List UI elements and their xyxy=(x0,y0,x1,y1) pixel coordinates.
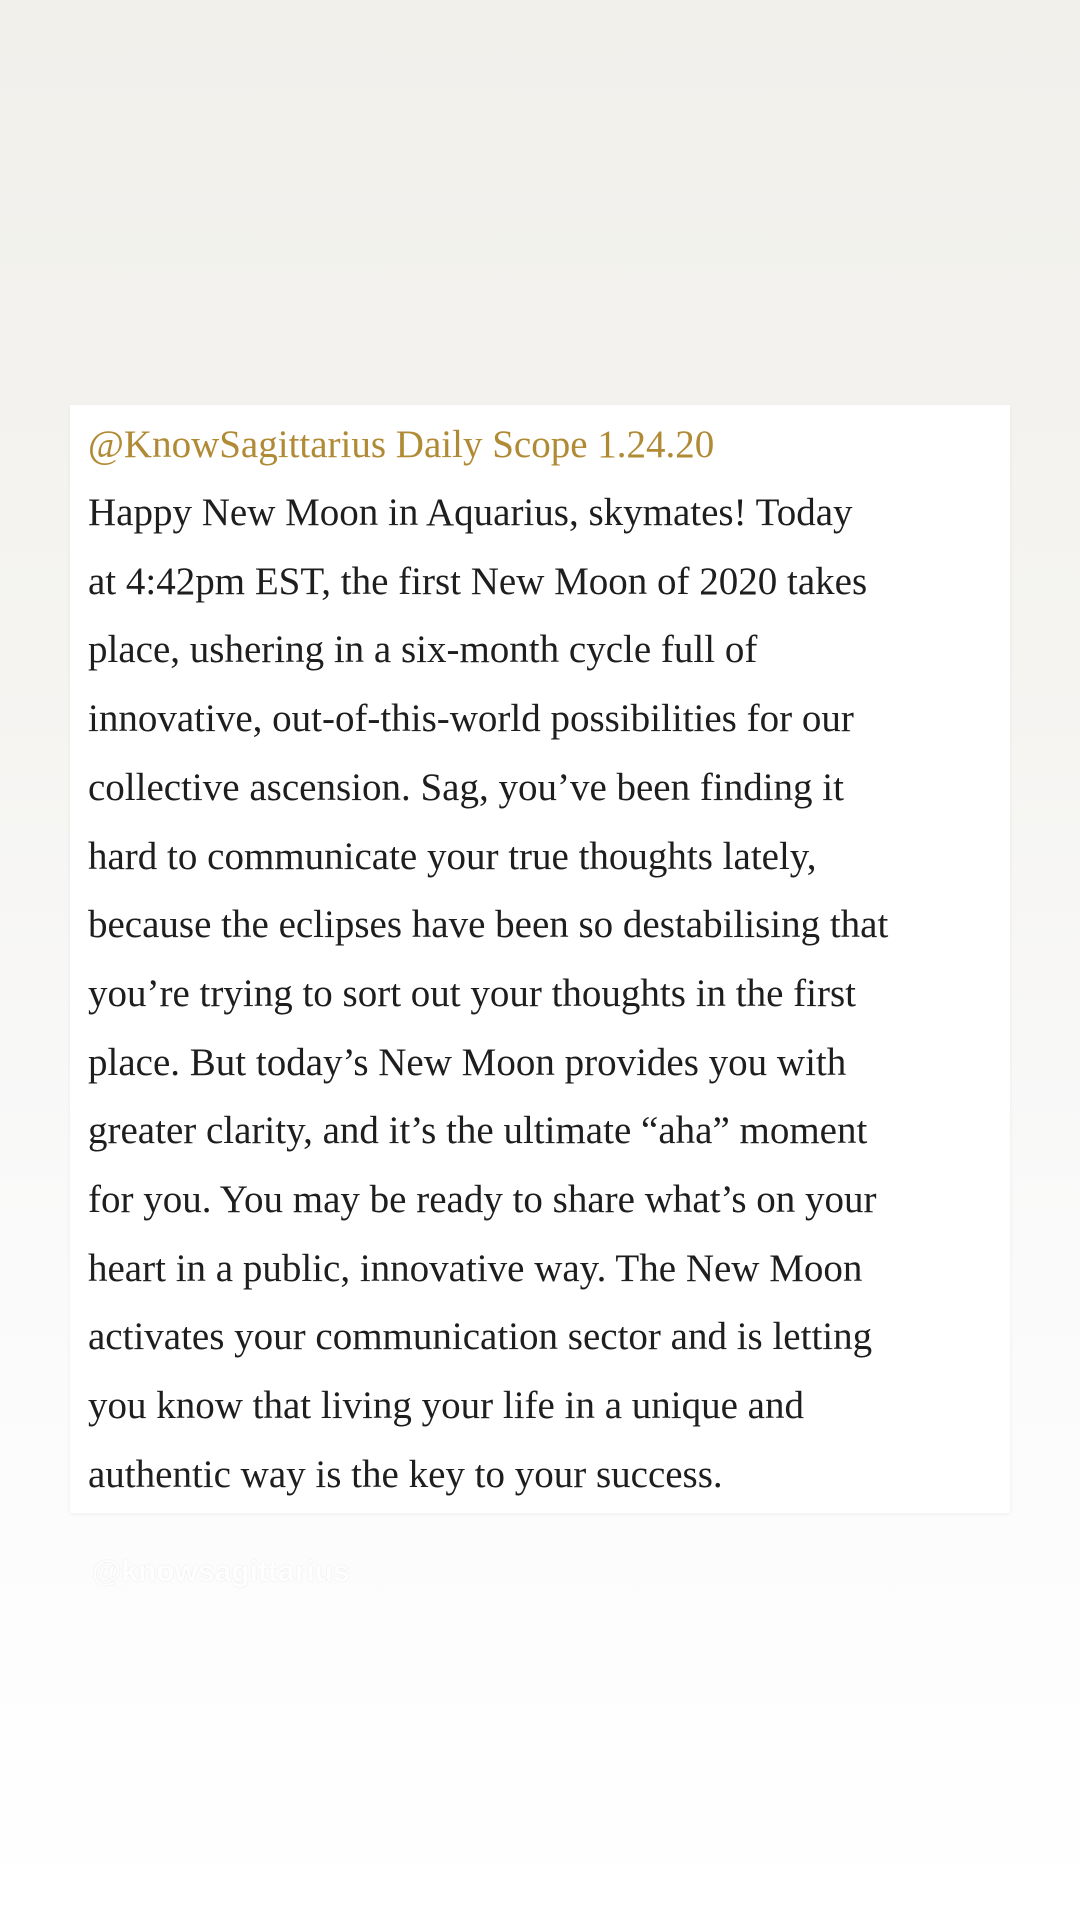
body-line: for you. You may be ready to share what’s on your xyxy=(88,1178,877,1222)
body-line: authentic way is the key to your success. xyxy=(88,1452,723,1496)
body-line: innovative, out-of-this-world possibilities for our xyxy=(88,697,854,741)
body-line: Happy New Moon in Aquarius, skymates! Today xyxy=(88,491,853,534)
post-title: @KnowSagittarius Daily Scope 1.24.20 xyxy=(88,423,715,466)
body-line: collective ascension. Sag, you’ve been finding it xyxy=(88,765,844,809)
post-body xyxy=(88,479,992,1510)
body-line: you know that living your life in a unique and xyxy=(88,1384,804,1428)
body-line: heart in a public, innovative way. The New Moon xyxy=(88,1246,863,1290)
watermark-handle: @knowsagittarius xyxy=(92,1555,350,1588)
horoscope-card xyxy=(70,405,1010,1513)
body-line: because the eclipses have been so destabilising that xyxy=(88,903,889,947)
body-line: hard to communicate your true thoughts lately, xyxy=(88,834,817,878)
body-line: place, ushering in a six-month cycle full of xyxy=(88,628,758,672)
body-line: greater clarity, and it’s the ultimate “aha” moment xyxy=(88,1109,868,1153)
body-line: you’re trying to sort out your thoughts in the first xyxy=(88,971,857,1015)
body-line: activates your communication sector and is letting xyxy=(88,1315,873,1359)
body-line: place. But today’s New Moon provides you with xyxy=(88,1040,847,1084)
body-line: at 4:42pm EST, the first New Moon of 2020 takes xyxy=(88,559,868,603)
